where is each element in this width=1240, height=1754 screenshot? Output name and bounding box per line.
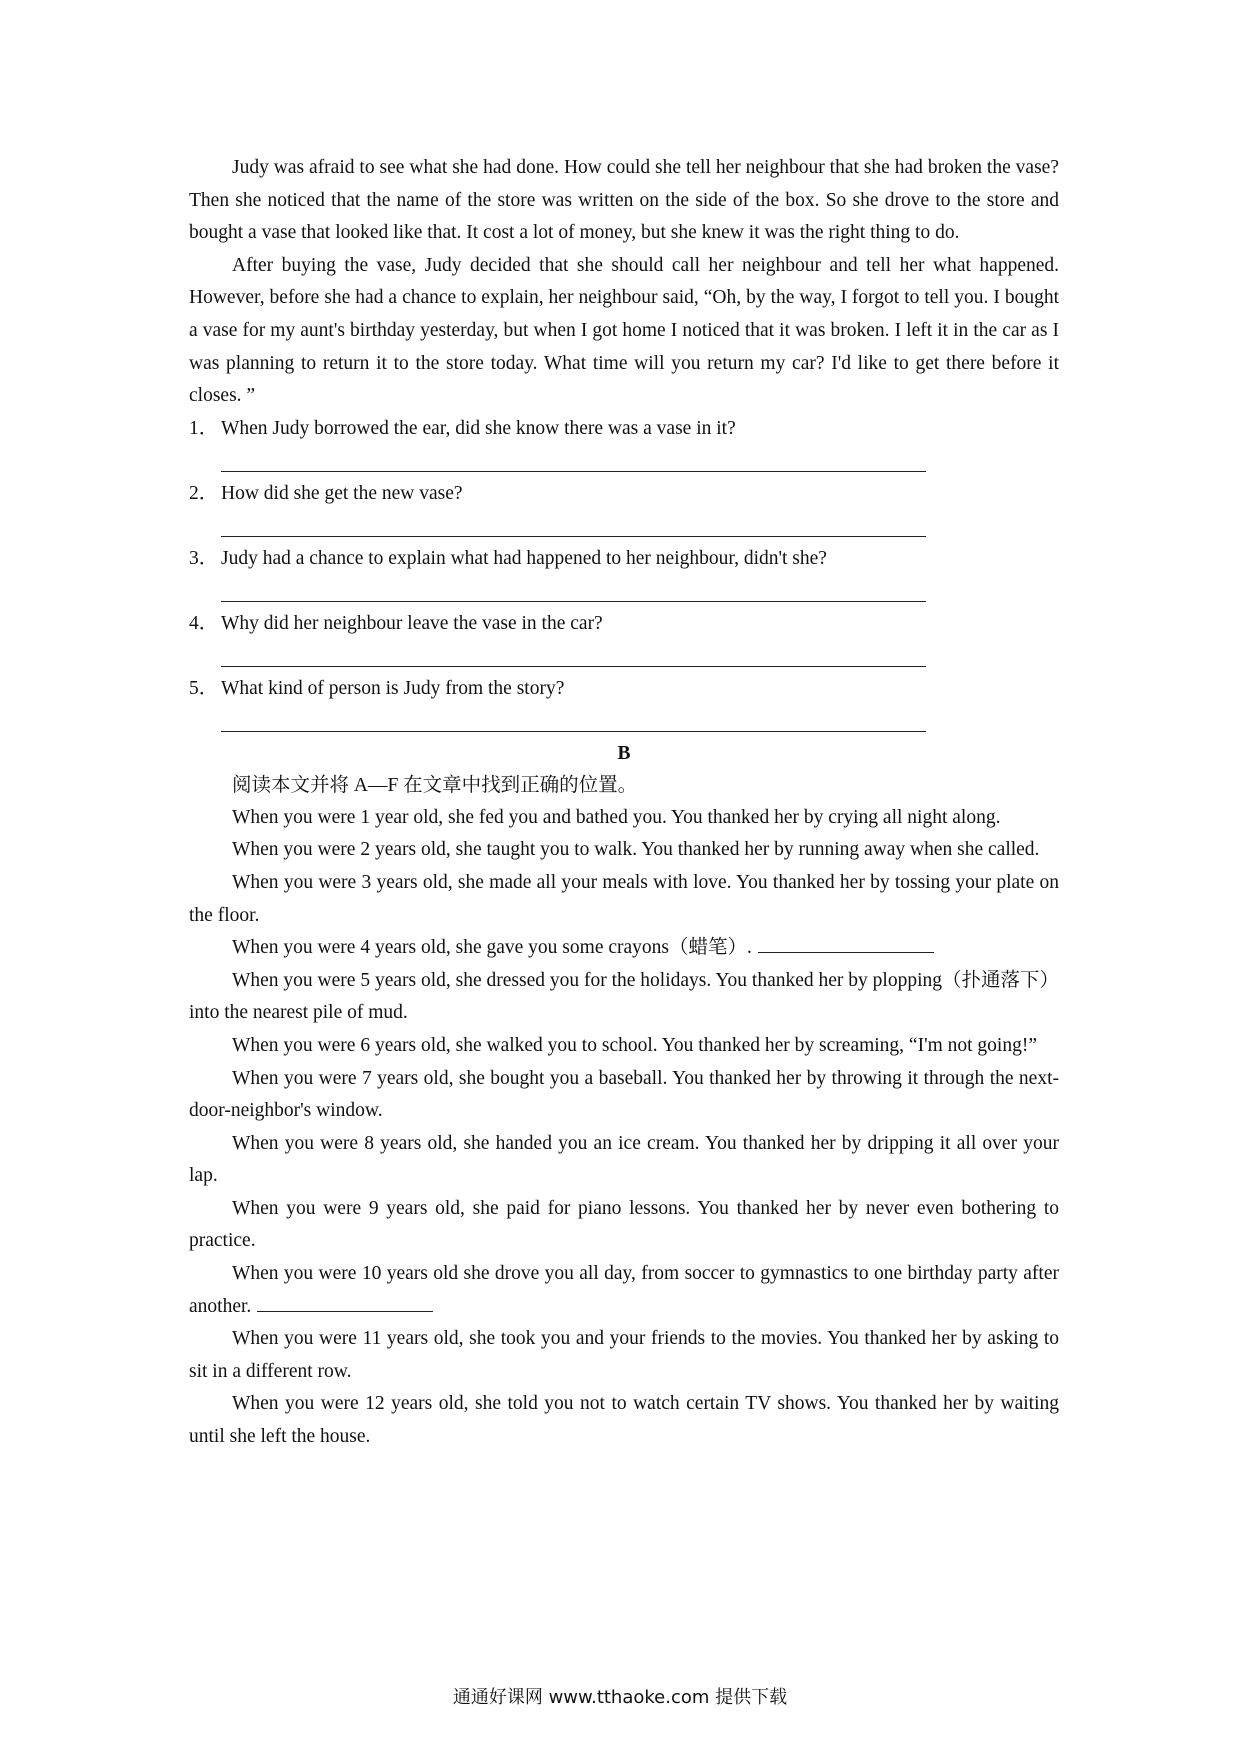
section-b-title: B	[617, 742, 631, 764]
question-3	[189, 543, 1059, 602]
paragraph-10-text: When you were 10 years old she drove you all day, from soccer to gymnastics to one birthday party after another.	[189, 1263, 1059, 1317]
question-number: 1．	[189, 417, 219, 439]
question-text: What kind of person is Judy from the story?	[221, 677, 565, 699]
section-b-paragraph: When you were 12 years old, she told you not to watch certain TV shows. You thanked her by waiting until she left the house.	[189, 1393, 1059, 1448]
section-b-paragraph: When you were 9 years old, she paid for piano lessons. You thanked her by never even bothering to practice.	[189, 1197, 1059, 1252]
question-text: Judy had a chance to explain what had happened to her neighbour, didn't she?	[221, 547, 827, 569]
question-list	[189, 413, 1059, 732]
section-b-paragraph: When you were 5 years old, she dressed you for the holidays. You thanked her by plopping（扑通落下）into the nearest pile of mud.	[189, 969, 1059, 1024]
section-b-paragraph: When you were 1 year old, she fed you and bathed you. You thanked her by crying all night along.	[232, 806, 1001, 828]
document-page	[189, 152, 1059, 1454]
paragraph-4-text: When you were 4 years old, she gave you some crayons（蜡笔）.	[232, 937, 752, 959]
section-b-paragraph: When you were 3 years old, she made all your meals with love. You thanked her by tossing your plate on the floor.	[189, 871, 1059, 926]
blank-line-10[interactable]	[257, 1293, 433, 1312]
question-number: 2．	[189, 482, 219, 504]
section-b-paragraph: When you were 7 years old, she bought you a baseball. You thanked her by throwing it through the next-door-neighbor's window.	[189, 1067, 1059, 1122]
blank-line-4[interactable]	[758, 934, 934, 953]
question-text: How did she get the new vase?	[221, 482, 463, 504]
page-footer: 通通好课网 www.tthaoke.com 提供下载	[452, 1687, 788, 1708]
section-b-paragraph: When you were 11 years old, she took you and your friends to the movies. You thanked her by asking to sit in a different row.	[189, 1328, 1059, 1382]
question-number: 3．	[189, 547, 219, 569]
question-4	[189, 608, 1059, 667]
question-text: When Judy borrowed the ear, did she know there was a vase in it?	[221, 417, 736, 439]
section-b-paragraph: When you were 6 years old, she walked you to school. You thanked her by screaming, “I'm not going!”	[232, 1034, 1037, 1056]
passage-a-paragraph-1: Judy was afraid to see what she had done. How could she tell her neighbour that she had broken the vase? Then she noticed that the name of the store was written on the side of the box. So she drove to the store and bought a vase that looked like that. It cost a lot of money, but she knew it was the right thing to do.	[189, 157, 1059, 244]
section-b-paragraph-4	[189, 932, 1059, 965]
passage-a-paragraph-2: After buying the vase, Judy decided that she should call her neighbour and tell her what happened. However, before she had a chance to explain, her neighbour said, “Oh, by the way, I forgot to tell you. I bought a vase for my aunt's birthday yesterday, but when I got home I noticed that it was broken. I left it in the car as I was planning to return it to the store today. What time will you return my car? I'd like to get there before it closes. ”	[189, 254, 1059, 407]
question-1	[189, 413, 1059, 472]
section-b-instruction: 阅读本文并将 A—F 在文章中找到正确的位置。	[232, 774, 638, 796]
question-2	[189, 478, 1059, 537]
section-b-paragraph: When you were 2 years old, she taught you to walk. You thanked her by running away when she called.	[232, 839, 1040, 861]
section-b-paragraph-10	[189, 1258, 1059, 1323]
question-number: 4．	[189, 612, 219, 634]
question-number: 5．	[189, 677, 219, 699]
question-text: Why did her neighbour leave the vase in the car?	[221, 612, 603, 634]
question-5	[189, 673, 1059, 732]
section-b-paragraph: When you were 8 years old, she handed you an ice cream. You thanked her by dripping it all over your lap.	[189, 1132, 1059, 1187]
